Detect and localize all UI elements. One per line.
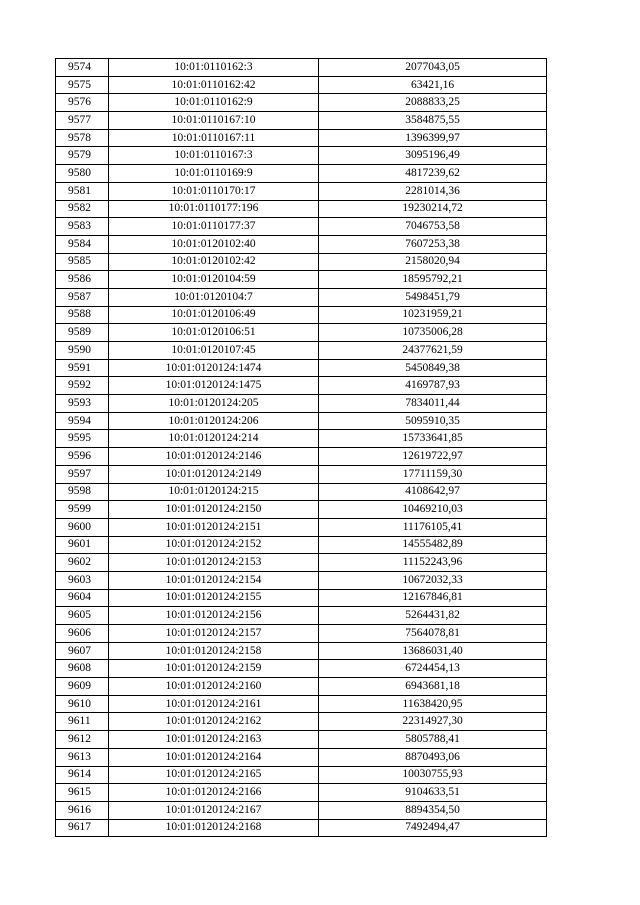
cadastral-number-cell: 10:01:0120124:2146 <box>109 448 319 466</box>
cadastral-number-cell: 10:01:0120124:2163 <box>109 731 319 749</box>
table-row <box>56 112 547 130</box>
cadastral-number-cell: 10:01:0110167:11 <box>109 129 319 147</box>
value-cell: 13686031,40 <box>319 642 547 660</box>
row-number-cell: 9602 <box>56 554 109 572</box>
row-number-cell: 9604 <box>56 589 109 607</box>
table-row <box>56 359 547 377</box>
value-cell: 7607253,38 <box>319 235 547 253</box>
cadastral-number-cell: 10:01:0120104:59 <box>109 271 319 289</box>
row-number-cell: 9586 <box>56 271 109 289</box>
row-number-cell: 9597 <box>56 465 109 483</box>
cadastral-number-cell: 10:01:0120124:2153 <box>109 554 319 572</box>
row-number-cell: 9591 <box>56 359 109 377</box>
cadastral-number-cell: 10:01:0120106:51 <box>109 324 319 342</box>
table-row <box>56 819 547 837</box>
value-cell: 2158020,94 <box>319 253 547 271</box>
value-cell: 18595792,21 <box>319 271 547 289</box>
cadastral-number-cell: 10:01:0120124:2159 <box>109 660 319 678</box>
value-cell: 19230214,72 <box>319 200 547 218</box>
row-number-cell: 9581 <box>56 182 109 200</box>
value-cell: 10030755,93 <box>319 766 547 784</box>
cadastral-number-cell: 10:01:0120124:205 <box>109 395 319 413</box>
table-row <box>56 218 547 236</box>
cadastral-number-cell: 10:01:0110167:3 <box>109 147 319 165</box>
value-cell: 11176105,41 <box>319 518 547 536</box>
value-cell: 5498451,79 <box>319 288 547 306</box>
row-number-cell: 9575 <box>56 76 109 94</box>
cadastral-number-cell: 10:01:0110162:9 <box>109 94 319 112</box>
table-row <box>56 731 547 749</box>
table-row <box>56 377 547 395</box>
table-row <box>56 342 547 360</box>
row-number-cell: 9596 <box>56 448 109 466</box>
row-number-cell: 9585 <box>56 253 109 271</box>
table-row <box>56 501 547 519</box>
row-number-cell: 9593 <box>56 395 109 413</box>
cadastral-number-cell: 10:01:0110177:196 <box>109 200 319 218</box>
value-cell: 17711159,30 <box>319 465 547 483</box>
cadastral-number-cell: 10:01:0120124:2158 <box>109 642 319 660</box>
value-cell: 10469210,03 <box>319 501 547 519</box>
row-number-cell: 9595 <box>56 430 109 448</box>
cadastral-number-cell: 10:01:0120124:214 <box>109 430 319 448</box>
table-row <box>56 660 547 678</box>
cadastral-number-cell: 10:01:0120124:2166 <box>109 784 319 802</box>
value-cell: 14555482,89 <box>319 536 547 554</box>
value-cell: 10672032,33 <box>319 571 547 589</box>
row-number-cell: 9590 <box>56 342 109 360</box>
cadastral-number-cell: 10:01:0110177:37 <box>109 218 319 236</box>
value-cell: 22314927,30 <box>319 713 547 731</box>
table-row <box>56 147 547 165</box>
row-number-cell: 9601 <box>56 536 109 554</box>
cadastral-number-cell: 10:01:0120124:2157 <box>109 625 319 643</box>
cadastral-number-cell: 10:01:0110162:42 <box>109 76 319 94</box>
cadastral-number-cell: 10:01:0120102:40 <box>109 235 319 253</box>
table-row <box>56 536 547 554</box>
value-cell: 5805788,41 <box>319 731 547 749</box>
value-cell: 2088833,25 <box>319 94 547 112</box>
table-row <box>56 483 547 501</box>
row-number-cell: 9580 <box>56 165 109 183</box>
table-row <box>56 182 547 200</box>
value-cell: 7492494,47 <box>319 819 547 837</box>
table-row <box>56 412 547 430</box>
cadastral-number-cell: 10:01:0120124:2151 <box>109 518 319 536</box>
cadastral-number-cell: 10:01:0120124:2150 <box>109 501 319 519</box>
row-number-cell: 9578 <box>56 129 109 147</box>
cadastral-number-cell: 10:01:0120124:2162 <box>109 713 319 731</box>
row-number-cell: 9605 <box>56 607 109 625</box>
cadastral-number-cell: 10:01:0120124:2167 <box>109 801 319 819</box>
value-cell: 10231959,21 <box>319 306 547 324</box>
value-cell: 10735006,28 <box>319 324 547 342</box>
value-cell: 11152243,96 <box>319 554 547 572</box>
cadastral-number-cell: 10:01:0120124:2160 <box>109 678 319 696</box>
table-row <box>56 518 547 536</box>
value-cell: 3095196,49 <box>319 147 547 165</box>
value-cell: 2077043,05 <box>319 59 547 77</box>
row-number-cell: 9613 <box>56 748 109 766</box>
cadastral-number-cell: 10:01:0110167:10 <box>109 112 319 130</box>
cadastral-number-cell: 10:01:0120124:2154 <box>109 571 319 589</box>
cadastral-number-cell: 10:01:0120106:49 <box>109 306 319 324</box>
table-row <box>56 395 547 413</box>
cadastral-value-table <box>55 58 547 837</box>
row-number-cell: 9610 <box>56 695 109 713</box>
table-row <box>56 235 547 253</box>
table-row <box>56 589 547 607</box>
value-cell: 5095910,35 <box>319 412 547 430</box>
value-cell: 6943681,18 <box>319 678 547 696</box>
value-cell: 4169787,93 <box>319 377 547 395</box>
table-row <box>56 288 547 306</box>
cadastral-number-cell: 10:01:0120124:1475 <box>109 377 319 395</box>
row-number-cell: 9579 <box>56 147 109 165</box>
row-number-cell: 9615 <box>56 784 109 802</box>
row-number-cell: 9599 <box>56 501 109 519</box>
table-row <box>56 784 547 802</box>
cadastral-number-cell: 10:01:0120124:2164 <box>109 748 319 766</box>
value-cell: 5264431,82 <box>319 607 547 625</box>
row-number-cell: 9603 <box>56 571 109 589</box>
table-row <box>56 271 547 289</box>
value-cell: 3584875,55 <box>319 112 547 130</box>
row-number-cell: 9592 <box>56 377 109 395</box>
cadastral-number-cell: 10:01:0120102:42 <box>109 253 319 271</box>
row-number-cell: 9584 <box>56 235 109 253</box>
row-number-cell: 9616 <box>56 801 109 819</box>
row-number-cell: 9609 <box>56 678 109 696</box>
table-row <box>56 465 547 483</box>
cadastral-number-cell: 10:01:0120124:2152 <box>109 536 319 554</box>
table-row <box>56 306 547 324</box>
row-number-cell: 9608 <box>56 660 109 678</box>
value-cell: 15733641,85 <box>319 430 547 448</box>
table-row <box>56 165 547 183</box>
row-number-cell: 9576 <box>56 94 109 112</box>
cadastral-number-cell: 10:01:0120124:2168 <box>109 819 319 837</box>
row-number-cell: 9606 <box>56 625 109 643</box>
value-cell: 11638420,95 <box>319 695 547 713</box>
table-row <box>56 430 547 448</box>
cadastral-number-cell: 10:01:0120104:7 <box>109 288 319 306</box>
row-number-cell: 9577 <box>56 112 109 130</box>
table-row <box>56 695 547 713</box>
value-cell: 8870493,06 <box>319 748 547 766</box>
value-cell: 9104633,51 <box>319 784 547 802</box>
table-row <box>56 748 547 766</box>
value-cell: 7046753,58 <box>319 218 547 236</box>
table-row <box>56 607 547 625</box>
table-row <box>56 448 547 466</box>
table-row <box>56 253 547 271</box>
row-number-cell: 9607 <box>56 642 109 660</box>
table-row <box>56 200 547 218</box>
row-number-cell: 9583 <box>56 218 109 236</box>
row-number-cell: 9612 <box>56 731 109 749</box>
value-cell: 2281014,36 <box>319 182 547 200</box>
row-number-cell: 9598 <box>56 483 109 501</box>
cadastral-number-cell: 10:01:0120124:2155 <box>109 589 319 607</box>
value-cell: 5450849,38 <box>319 359 547 377</box>
value-cell: 1396399,97 <box>319 129 547 147</box>
row-number-cell: 9594 <box>56 412 109 430</box>
table-row <box>56 76 547 94</box>
table-row <box>56 678 547 696</box>
value-cell: 12619722,97 <box>319 448 547 466</box>
table-row <box>56 324 547 342</box>
cadastral-number-cell: 10:01:0120107:45 <box>109 342 319 360</box>
value-cell: 24377621,59 <box>319 342 547 360</box>
table-row <box>56 766 547 784</box>
table-row <box>56 713 547 731</box>
cadastral-number-cell: 10:01:0110170:17 <box>109 182 319 200</box>
value-cell: 7564078,81 <box>319 625 547 643</box>
cadastral-number-cell: 10:01:0110162:3 <box>109 59 319 77</box>
table-row <box>56 59 547 77</box>
table-row <box>56 801 547 819</box>
value-cell: 63421,16 <box>319 76 547 94</box>
cadastral-number-cell: 10:01:0120124:2161 <box>109 695 319 713</box>
value-cell: 4817239,62 <box>319 165 547 183</box>
cadastral-number-cell: 10:01:0120124:2156 <box>109 607 319 625</box>
cadastral-number-cell: 10:01:0120124:2165 <box>109 766 319 784</box>
row-number-cell: 9589 <box>56 324 109 342</box>
value-cell: 6724454,13 <box>319 660 547 678</box>
cadastral-number-cell: 10:01:0120124:206 <box>109 412 319 430</box>
value-cell: 4108642,97 <box>319 483 547 501</box>
row-number-cell: 9588 <box>56 306 109 324</box>
row-number-cell: 9574 <box>56 59 109 77</box>
table-row <box>56 625 547 643</box>
row-number-cell: 9611 <box>56 713 109 731</box>
value-cell: 8894354,50 <box>319 801 547 819</box>
row-number-cell: 9587 <box>56 288 109 306</box>
value-cell: 7834011,44 <box>319 395 547 413</box>
table-row <box>56 94 547 112</box>
row-number-cell: 9614 <box>56 766 109 784</box>
cadastral-number-cell: 10:01:0120124:2149 <box>109 465 319 483</box>
cadastral-number-cell: 10:01:0120124:1474 <box>109 359 319 377</box>
table-row <box>56 129 547 147</box>
row-number-cell: 9600 <box>56 518 109 536</box>
cadastral-number-cell: 10:01:0120124:215 <box>109 483 319 501</box>
row-number-cell: 9582 <box>56 200 109 218</box>
table-row <box>56 554 547 572</box>
value-cell: 12167846,81 <box>319 589 547 607</box>
table-body <box>56 59 547 837</box>
table-row <box>56 642 547 660</box>
cadastral-number-cell: 10:01:0110169:9 <box>109 165 319 183</box>
table-row <box>56 571 547 589</box>
row-number-cell: 9617 <box>56 819 109 837</box>
